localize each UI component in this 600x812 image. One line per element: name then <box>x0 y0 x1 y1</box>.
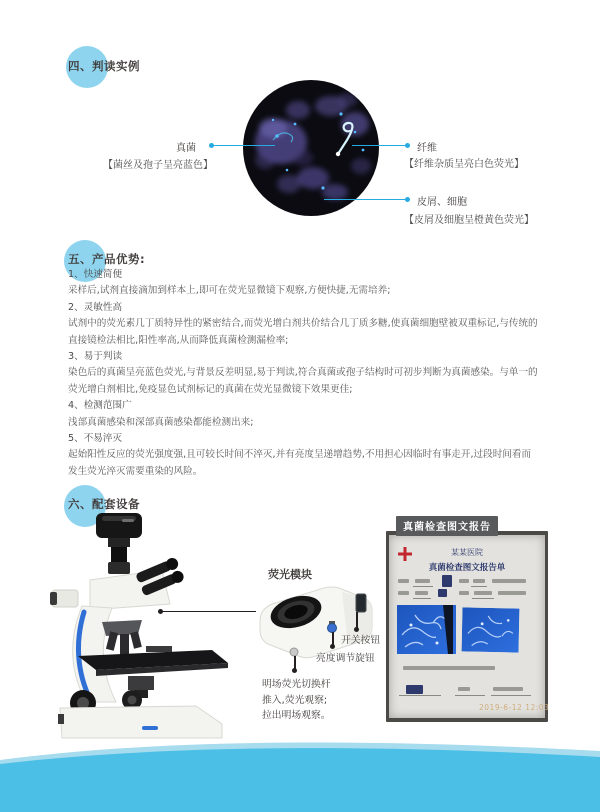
report-hospital-name: 某某医院 <box>451 548 483 557</box>
report-micrograph-left <box>397 605 456 654</box>
form-text-bar <box>473 579 485 583</box>
fiber-annotation-desc: 【纤维杂质呈亮白色荧光】 <box>404 159 524 170</box>
result-text-bar <box>403 666 495 670</box>
form-text-bar <box>415 591 428 595</box>
fluorescence-micrograph-image <box>243 80 379 216</box>
switch-callout-line <box>356 612 358 628</box>
brightness-knob-label: 亮度调节旋钮 <box>316 653 375 664</box>
brightness-callout-dot <box>330 644 335 649</box>
advantage-heading: 4、检测范围广 <box>68 400 132 412</box>
microscope-illustration <box>50 510 235 742</box>
form-text-bar <box>398 591 409 595</box>
debris-annotation-desc: 【皮屑及细胞呈橙黄色荧光】 <box>404 215 534 226</box>
form-text-bar <box>398 579 409 583</box>
report-photo <box>386 531 548 722</box>
lever-note-line: 拉出明场观察。 <box>262 710 331 721</box>
form-text-bar <box>459 591 469 595</box>
report-doc-title: 真菌检查图文报告单 <box>428 563 506 573</box>
lever-note-line: 明场荧光切换杆 <box>262 679 331 690</box>
fungus-callout-line <box>213 145 275 147</box>
debris-callout-line <box>324 199 407 201</box>
section5-title: 五、产品优势: <box>68 252 146 266</box>
form-underline <box>413 586 433 587</box>
fiber-annotation-label: 纤维 <box>417 143 437 154</box>
form-text-bar <box>458 687 470 691</box>
advantages-list <box>68 267 540 480</box>
module-title: 荧光模块 <box>268 568 312 581</box>
advantage-body: 染色后的真菌呈亮蓝色荧光,与背景反差明显,易于判读,符合真菌或孢子结构时可初步判断为真菌感染。与单一的荧光增白剂相比,免疫显色试剂标记的真菌在荧光显微镜下效果更佳; <box>68 367 538 395</box>
fungus-annotation-desc: 【菌丝及孢子呈亮蓝色】 <box>103 160 213 171</box>
fiber-callout-dot <box>405 143 410 148</box>
module-lever-screw <box>290 648 298 656</box>
lever-note-line: 推入,荧光观察; <box>262 694 328 706</box>
form-underline <box>471 586 487 587</box>
doctor-signature-mark <box>406 685 423 694</box>
form-text-bar <box>474 591 492 595</box>
debris-callout-dot <box>405 197 410 202</box>
section6-title: 六、配套设备 <box>68 497 140 511</box>
fiber-callout-line <box>352 145 407 147</box>
debris-annotation-label: 皮屑、细胞 <box>417 197 467 208</box>
form-text-bar <box>492 579 526 583</box>
photo-timestamp: 2019-6-12 12:03 <box>479 703 550 712</box>
footer-wave-decoration <box>0 738 600 812</box>
module-connector-line <box>162 611 256 613</box>
form-underline <box>472 598 494 599</box>
form-text-bar <box>415 579 430 583</box>
form-stamp-mark <box>438 589 447 597</box>
switch-button-label: 开关按钮 <box>341 635 381 646</box>
form-underline <box>491 695 531 696</box>
lever-callout-dot <box>292 668 297 673</box>
report-micrograph-right <box>462 607 520 652</box>
form-text-bar <box>493 687 523 691</box>
fungus-annotation-label: 真菌 <box>176 143 196 154</box>
form-underline <box>413 598 431 599</box>
advantage-heading: 2、灵敏性高 <box>68 301 123 313</box>
form-text-bar <box>459 579 469 583</box>
module-power-port <box>356 594 366 612</box>
lever-note <box>262 677 331 724</box>
advantage-body: 试剂中的荧光素几丁质特异性的紧密结合,而荧光增白剂共价结合几丁质多糖,使真菌细胞壁被双重标记,与传统的直接镜检法相比,阳性率高,从而降低真菌检测漏检率; <box>68 318 538 346</box>
form-signature-mark <box>442 575 452 587</box>
form-text-bar <box>498 591 526 595</box>
advantage-body: 起始阳性反应的荧光强度强,且可较长时间不淬灭,并有亮度呈递增趋势,不用担心因临时有事走开,过段时间看而发生荧光淬灭需要重染的风险。 <box>68 449 532 477</box>
section4-title: 四、判读实例 <box>68 59 140 73</box>
report-tag-label: 真菌检查图文报告 <box>396 516 498 536</box>
advantage-body: 采样后,试剂直接滴加到样本上,即可在荧光显微镜下观察,方便快捷,无需培养; <box>68 285 391 297</box>
advantage-body: 浅部真菌感染和深部真菌感染都能检测出来; <box>68 416 254 428</box>
report-paper <box>389 535 550 718</box>
advantage-heading: 3、易于判读 <box>68 351 123 363</box>
form-underline <box>455 695 485 696</box>
advantage-heading: 5、不易淬灭 <box>68 433 123 445</box>
form-underline <box>399 695 441 696</box>
advantage-heading: 1、快速简便 <box>68 269 123 280</box>
